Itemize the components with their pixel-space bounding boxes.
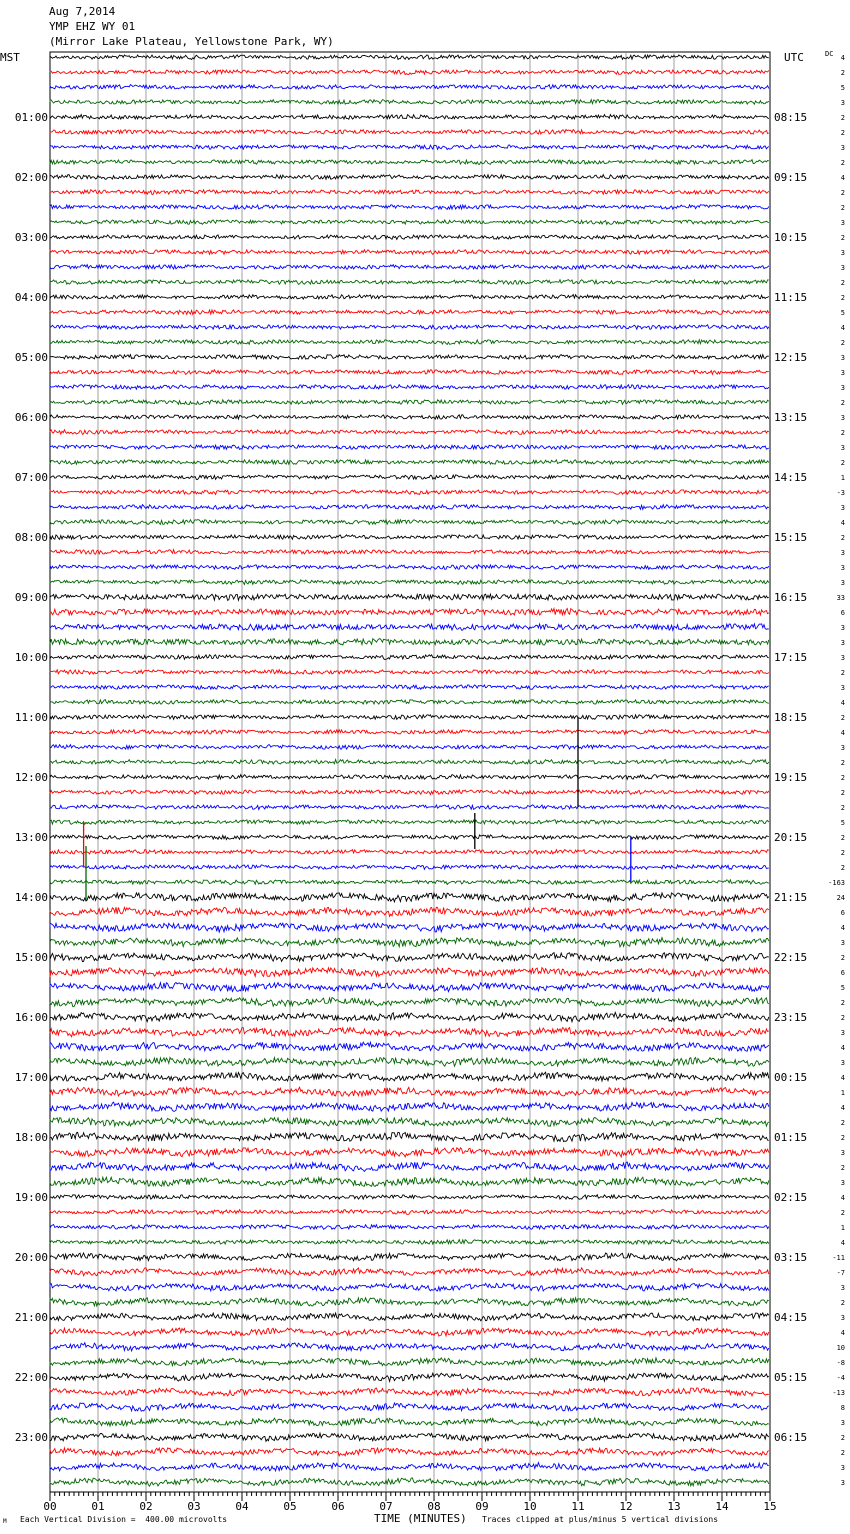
trace-line	[50, 745, 769, 749]
dc-offset-value: 2	[840, 774, 845, 782]
mst-time-label: 08:00	[14, 531, 48, 544]
dc-offset-value: -7	[836, 1269, 845, 1277]
trace-line	[50, 639, 769, 645]
dc-offset-value: -11	[832, 1254, 845, 1262]
trace-line	[50, 805, 769, 810]
dc-offset-value: -3	[836, 489, 845, 497]
trace-line	[50, 505, 769, 510]
trace-line	[50, 1057, 769, 1066]
dc-offset-value: 2	[840, 459, 845, 467]
x-tick-label: 09	[475, 1500, 489, 1513]
dc-offset-value: 4	[840, 1044, 845, 1052]
dc-offset-value: 2	[840, 429, 845, 437]
trace-line	[50, 850, 769, 855]
trace-line	[50, 1388, 769, 1396]
dc-offset-value: 3	[840, 1179, 845, 1187]
utc-time-label: 17:15	[774, 651, 808, 664]
plot-frame	[50, 52, 770, 1492]
trace-line	[50, 490, 769, 495]
trace-line	[50, 1283, 769, 1291]
dc-offset-value: 4	[840, 1104, 845, 1112]
dc-offset-value: 3	[840, 624, 845, 632]
trace-line	[50, 565, 769, 570]
utc-time-label: 05:15	[774, 1371, 808, 1384]
mst-time-label: 15:00	[14, 951, 48, 964]
trace-line	[50, 100, 769, 105]
trace-line	[50, 385, 769, 390]
mst-time-label: 01:00	[14, 111, 48, 124]
dc-offset-value: 33	[836, 594, 845, 602]
dc-offset-value: 3	[840, 684, 845, 692]
utc-time-label: 18:15	[774, 711, 808, 724]
mst-time-label: 09:00	[14, 591, 48, 604]
utc-time-label: 08:15	[774, 111, 808, 124]
dc-offset-value: 3	[840, 219, 845, 227]
x-tick-label: 03	[187, 1500, 201, 1513]
utc-time-label: 10:15	[774, 231, 808, 244]
mst-time-label: 13:00	[14, 831, 48, 844]
dc-offset-value: 1	[840, 1089, 845, 1097]
trace-line	[50, 1117, 769, 1126]
dc-offset-value: 5	[840, 984, 845, 992]
dc-offset-value: 3	[840, 939, 845, 947]
trace-line	[50, 938, 769, 947]
trace-line	[50, 175, 769, 180]
utc-time-label: 00:15	[774, 1071, 808, 1084]
dc-offset-value: 3	[840, 1284, 845, 1292]
trace-line	[50, 790, 769, 795]
trace-line	[50, 129, 769, 134]
scale-note: Each Vertical Division = 400.00 microvolts	[20, 1515, 228, 1524]
trace-line	[50, 325, 769, 330]
mst-time-label: 12:00	[14, 771, 48, 784]
dc-offset-value: 3	[840, 639, 845, 647]
dc-offset-value: 4	[840, 324, 845, 332]
x-tick-label: 12	[619, 1500, 633, 1513]
x-tick-label: 06	[331, 1500, 345, 1513]
trace-line	[50, 1087, 769, 1096]
trace-line	[50, 1373, 769, 1381]
utc-time-label: 01:15	[774, 1131, 808, 1144]
trace-line	[50, 820, 769, 825]
dc-offset-value: 6	[840, 909, 845, 917]
dc-offset-value: 2	[840, 294, 845, 302]
dc-offset-value: 2	[840, 534, 845, 542]
mst-time-label: 10:00	[14, 651, 48, 664]
dc-offset-value: 2	[840, 834, 845, 842]
dc-offset-value: 4	[840, 1194, 845, 1202]
trace-line	[50, 220, 769, 224]
dc-offset-value: 4	[840, 519, 845, 527]
dc-offset-value: 1	[840, 474, 845, 482]
dc-offset-value: 3	[840, 549, 845, 557]
x-axis-title: TIME (MINUTES)	[374, 1512, 467, 1525]
dc-offset-value: 4	[840, 729, 845, 737]
trace-line	[50, 880, 769, 885]
dc-offset-value: -4	[836, 1374, 845, 1382]
mst-time-label: 07:00	[14, 471, 48, 484]
dc-offset-value: 2	[840, 999, 845, 1007]
trace-line	[50, 250, 769, 255]
mst-time-label: 21:00	[14, 1311, 48, 1324]
utc-time-label: 16:15	[774, 591, 808, 604]
dc-offset-value: 2	[840, 1014, 845, 1022]
dc-offset-value: -163	[828, 879, 845, 887]
dc-offset-value: 2	[840, 69, 845, 77]
trace-line	[50, 685, 769, 689]
dc-offset-value: 3	[840, 414, 845, 422]
mst-time-label: 06:00	[14, 411, 48, 424]
dc-offset-value: 8	[840, 1404, 845, 1412]
clip-note: Traces clipped at plus/minus 5 vertical divisions	[482, 1515, 719, 1524]
trace-line	[50, 760, 769, 765]
x-tick-label: 13	[667, 1500, 681, 1513]
station-code: YMP EHZ WY 01	[49, 20, 136, 33]
corner-mark: M	[3, 1518, 7, 1525]
utc-time-label: 21:15	[774, 891, 808, 904]
trace-line	[50, 594, 769, 600]
mst-time-label: 20:00	[14, 1251, 48, 1264]
trace-line	[50, 775, 769, 780]
trace-line	[50, 370, 769, 375]
trace-line	[50, 609, 769, 615]
trace-line	[50, 923, 769, 932]
trace-line	[50, 445, 769, 449]
trace-line	[50, 1042, 769, 1051]
dc-offset-value: 2	[840, 189, 845, 197]
trace-line	[50, 624, 769, 631]
trace-line	[50, 1195, 769, 1200]
trace-line	[50, 1210, 769, 1215]
trace-line	[50, 115, 769, 120]
trace-line	[50, 1418, 769, 1426]
x-tick-label: 05	[283, 1500, 297, 1513]
trace-line	[50, 865, 769, 869]
trace-line	[50, 1313, 769, 1321]
x-tick-label: 10	[523, 1500, 537, 1513]
trace-line	[50, 265, 769, 270]
trace-line	[50, 1225, 769, 1230]
x-tick-label: 02	[139, 1500, 153, 1513]
dc-offset-value: 2	[840, 759, 845, 767]
dc-offset-value: 6	[840, 969, 845, 977]
trace-line	[50, 1433, 769, 1441]
x-tick-label: 01	[91, 1500, 105, 1513]
trace-line	[50, 1012, 769, 1021]
mst-time-label: 23:00	[14, 1431, 48, 1444]
dc-offset-value: 2	[840, 1134, 845, 1142]
trace-line	[50, 893, 769, 902]
mst-time-label: 03:00	[14, 231, 48, 244]
mst-time-label: 17:00	[14, 1071, 48, 1084]
utc-time-label: 12:15	[774, 351, 808, 364]
utc-time-label: 20:15	[774, 831, 808, 844]
trace-line	[50, 998, 769, 1007]
dc-offset-value: 3	[840, 444, 845, 452]
trace-line	[50, 190, 769, 195]
mst-time-label: 18:00	[14, 1131, 48, 1144]
dc-offset-value: 2	[840, 849, 845, 857]
dc-offset-value: -13	[832, 1389, 845, 1397]
trace-line	[50, 1072, 769, 1081]
trace-line	[50, 235, 769, 240]
trace-line	[50, 907, 769, 916]
trace-line	[50, 85, 769, 90]
mst-time-label: 05:00	[14, 351, 48, 364]
utc-time-label: 02:15	[774, 1191, 808, 1204]
mst-time-label: 04:00	[14, 291, 48, 304]
trace-line	[50, 1132, 769, 1141]
trace-line	[50, 550, 769, 555]
dc-offset-value: 2	[840, 1434, 845, 1442]
mst-time-label: 14:00	[14, 891, 48, 904]
dc-offset-value: 4	[840, 1239, 845, 1247]
utc-time-label: 04:15	[774, 1311, 808, 1324]
trace-line	[50, 715, 769, 720]
dc-offset-value: 3	[840, 354, 845, 362]
mst-time-label: 02:00	[14, 171, 48, 184]
dc-offset-value: 3	[840, 564, 845, 572]
dc-offset-value: 2	[840, 339, 845, 347]
trace-line	[50, 535, 769, 540]
trace-line	[50, 1102, 769, 1111]
trace-line	[50, 475, 769, 480]
utc-time-label: 13:15	[774, 411, 808, 424]
dc-offset-value: 4	[840, 54, 845, 62]
dc-offset-value: 2	[840, 954, 845, 962]
mst-time-label: 11:00	[14, 711, 48, 724]
trace-line	[50, 340, 769, 345]
dc-offset-value: 2	[840, 1209, 845, 1217]
trace-line	[50, 520, 769, 525]
trace-line	[50, 953, 769, 962]
trace-line	[50, 415, 769, 419]
trace-line	[50, 1240, 769, 1245]
dc-offset-value: 2	[840, 279, 845, 287]
right-axis-label: UTC	[784, 51, 804, 64]
dc-offset-value: 2	[840, 804, 845, 812]
trace-line	[50, 310, 769, 315]
utc-time-label: 23:15	[774, 1011, 808, 1024]
trace-line	[50, 1162, 769, 1171]
dc-offset-value: 2	[840, 669, 845, 677]
mst-time-label: 22:00	[14, 1371, 48, 1384]
mst-time-label: 16:00	[14, 1011, 48, 1024]
dc-offset-value: 6	[840, 609, 845, 617]
utc-time-label: 03:15	[774, 1251, 808, 1264]
trace-line	[50, 460, 769, 465]
dc-offset-value: 2	[840, 114, 845, 122]
trace-line	[50, 1478, 769, 1486]
trace-line	[50, 1463, 769, 1471]
trace-line	[50, 355, 769, 360]
dc-offset-value: 1	[840, 1224, 845, 1232]
dc-offset-value: 2	[840, 399, 845, 407]
trace-line	[50, 1253, 769, 1261]
x-tick-label: 08	[427, 1500, 441, 1513]
trace-line	[50, 160, 769, 165]
dc-offset-value: 3	[840, 1059, 845, 1067]
mst-time-label: 19:00	[14, 1191, 48, 1204]
trace-line	[50, 430, 769, 435]
dc-offset-value: 3	[840, 1149, 845, 1157]
dc-offset-value: 2	[840, 1119, 845, 1127]
trace-line	[50, 1343, 769, 1351]
dc-offset-value: 5	[840, 84, 845, 92]
dc-offset-value: -8	[836, 1359, 845, 1367]
dc-offset-value: 10	[836, 1344, 845, 1352]
dc-offset-value: 2	[840, 1299, 845, 1307]
dc-offset-value: 3	[840, 369, 845, 377]
trace-line	[50, 835, 769, 840]
dc-offset-value: 24	[836, 894, 845, 902]
trace-line	[50, 1177, 769, 1186]
dc-offset-value: 3	[840, 504, 845, 512]
dc-label: DC	[825, 50, 834, 58]
x-tick-label: 04	[235, 1500, 249, 1513]
utc-time-label: 09:15	[774, 171, 808, 184]
dc-offset-value: 4	[840, 174, 845, 182]
dc-offset-value: 2	[840, 714, 845, 722]
dc-offset-value: 2	[840, 159, 845, 167]
trace-line	[50, 400, 769, 405]
trace-line	[50, 55, 769, 60]
plot-date: Aug 7,2014	[49, 5, 116, 18]
dc-offset-value: 4	[840, 924, 845, 932]
station-location: (Mirror Lake Plateau, Yellowstone Park, WY)	[49, 35, 334, 48]
trace-line	[50, 1148, 769, 1157]
utc-time-label: 22:15	[774, 951, 808, 964]
dc-offset-value: 3	[840, 144, 845, 152]
x-tick-label: 15	[763, 1500, 777, 1513]
utc-time-label: 19:15	[774, 771, 808, 784]
dc-offset-value: 2	[840, 129, 845, 137]
trace-line	[50, 655, 769, 660]
trace-line	[50, 70, 769, 75]
trace-line	[50, 968, 769, 977]
dc-offset-value: 3	[840, 384, 845, 392]
dc-offset-value: 5	[840, 819, 845, 827]
dc-offset-value: 3	[840, 99, 845, 107]
dc-offset-value: 4	[840, 699, 845, 707]
trace-line	[50, 1298, 769, 1306]
x-tick-label: 11	[571, 1500, 585, 1513]
trace-line	[50, 1028, 769, 1037]
x-tick-label: 07	[379, 1500, 393, 1513]
dc-offset-value: 3	[840, 1029, 845, 1037]
dc-offset-value: 2	[840, 1449, 845, 1457]
dc-offset-value: 4	[840, 1329, 845, 1337]
left-axis-label: MST	[0, 51, 20, 64]
trace-line	[50, 1328, 769, 1336]
dc-offset-value: 4	[840, 1074, 845, 1082]
trace-line	[50, 670, 769, 675]
dc-offset-value: 3	[840, 264, 845, 272]
utc-time-label: 11:15	[774, 291, 808, 304]
dc-offset-value: 2	[840, 204, 845, 212]
dc-offset-value: 3	[840, 1314, 845, 1322]
trace-line	[50, 1358, 769, 1366]
trace-line	[50, 1268, 769, 1276]
trace-line	[50, 700, 769, 705]
trace-line	[50, 205, 769, 210]
dc-offset-value: 3	[840, 1479, 845, 1487]
trace-line	[50, 730, 769, 735]
dc-offset-value: 3	[840, 249, 845, 257]
trace-line	[50, 1403, 769, 1411]
dc-offset-value: 2	[840, 864, 845, 872]
trace-line	[50, 1448, 769, 1456]
utc-time-label: 15:15	[774, 531, 808, 544]
x-tick-label: 14	[715, 1500, 729, 1513]
dc-offset-value: 2	[840, 234, 845, 242]
x-tick-label: 00	[43, 1500, 57, 1513]
dc-offset-value: 3	[840, 579, 845, 587]
dc-offset-value: 2	[840, 789, 845, 797]
trace-line	[50, 983, 769, 992]
trace-line	[50, 145, 769, 150]
dc-offset-value: 2	[840, 1164, 845, 1172]
utc-time-label: 06:15	[774, 1431, 808, 1444]
trace-line	[50, 295, 769, 300]
trace-line	[50, 580, 769, 585]
trace-line	[50, 280, 769, 285]
dc-offset-value: 3	[840, 654, 845, 662]
dc-offset-value: 3	[840, 1464, 845, 1472]
dc-offset-value: 3	[840, 744, 845, 752]
utc-time-label: 14:15	[774, 471, 808, 484]
dc-offset-value: 3	[840, 1419, 845, 1427]
dc-offset-value: 5	[840, 309, 845, 317]
